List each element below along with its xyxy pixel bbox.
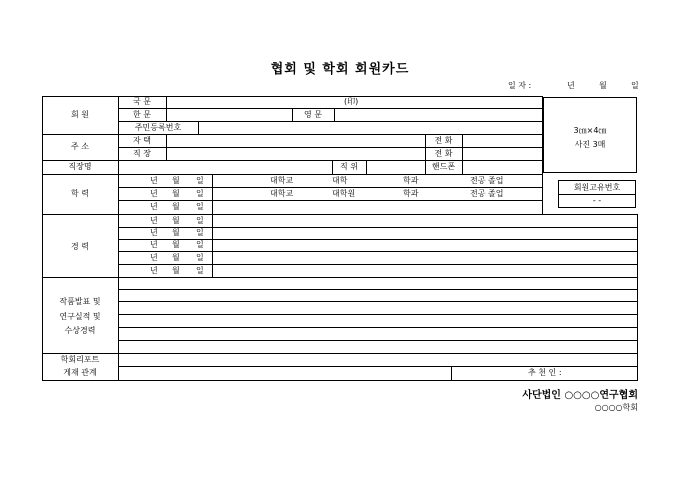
home-address-label: 자 택 xyxy=(133,136,151,145)
report-label-line1: 학회리포트 xyxy=(60,355,100,364)
mobile-label: 핸드폰 xyxy=(431,162,456,171)
hanja-name-label: 한 문 xyxy=(133,110,151,119)
work-address-field[interactable] xyxy=(166,149,425,159)
home-address-field[interactable] xyxy=(166,136,425,146)
date-label: 일 자 : xyxy=(508,81,532,90)
address-label: 주 소 xyxy=(71,142,89,151)
member-id-box xyxy=(558,180,636,208)
date-day: 일 xyxy=(631,81,639,90)
resident-number-label: 주민등록번호 xyxy=(134,123,182,132)
workplace-name-field[interactable] xyxy=(118,162,332,172)
table-bottom-border xyxy=(42,380,638,381)
organization-name: 사단법인 ○○○○연구협회 xyxy=(522,390,638,401)
korean-name-label: 국 문 xyxy=(133,97,151,106)
photo-count-text: 사진 3매 xyxy=(574,140,606,149)
member-label: 회 원 xyxy=(71,110,89,119)
seal-mark: (印) xyxy=(344,97,359,106)
position-field[interactable] xyxy=(366,162,425,172)
position-label: 직 위 xyxy=(340,162,358,171)
english-name-label: 영 문 xyxy=(304,110,322,119)
photo-box[interactable] xyxy=(543,97,637,173)
recommender-label: 추 천 인 : xyxy=(528,368,562,377)
report-label-line2: 게재 관계 xyxy=(63,368,97,377)
works-label-line1: 작품발표 및 xyxy=(59,297,101,306)
card-title: 협회 및 학회 회원카드 xyxy=(270,62,410,77)
works-label-line3: 수상경력 xyxy=(64,326,96,335)
workplace-name-label: 직장명 xyxy=(68,162,92,171)
work-address-label: 직 장 xyxy=(133,149,151,158)
resident-number-field[interactable] xyxy=(198,123,542,133)
english-name-field[interactable] xyxy=(334,110,542,120)
recommender-field[interactable] xyxy=(452,367,637,379)
member-id-value[interactable]: - - xyxy=(592,196,602,205)
date-month: 월 xyxy=(599,81,607,90)
mobile-field[interactable] xyxy=(462,162,542,172)
works-entry-area[interactable] xyxy=(119,278,637,353)
hanja-name-field[interactable] xyxy=(166,110,292,120)
date-year: 년 xyxy=(567,81,575,90)
photo-size-text: 3㎝×4㎝ xyxy=(573,126,607,135)
education-label: 학 력 xyxy=(71,189,89,198)
home-phone-label: 전 화 xyxy=(434,136,453,145)
member-id-label: 회원고유번호 xyxy=(573,183,621,192)
society-name: ○○○○학회 xyxy=(594,403,638,412)
work-phone-label: 전 화 xyxy=(434,149,453,158)
home-phone-field[interactable] xyxy=(462,136,542,146)
report-entry-field[interactable] xyxy=(119,354,637,366)
works-label-line2: 연구실적 및 xyxy=(59,312,101,321)
career-label: 경 력 xyxy=(71,242,89,251)
table-left-border xyxy=(42,96,43,380)
table-top-border xyxy=(42,96,542,97)
work-phone-field[interactable] xyxy=(462,149,542,159)
